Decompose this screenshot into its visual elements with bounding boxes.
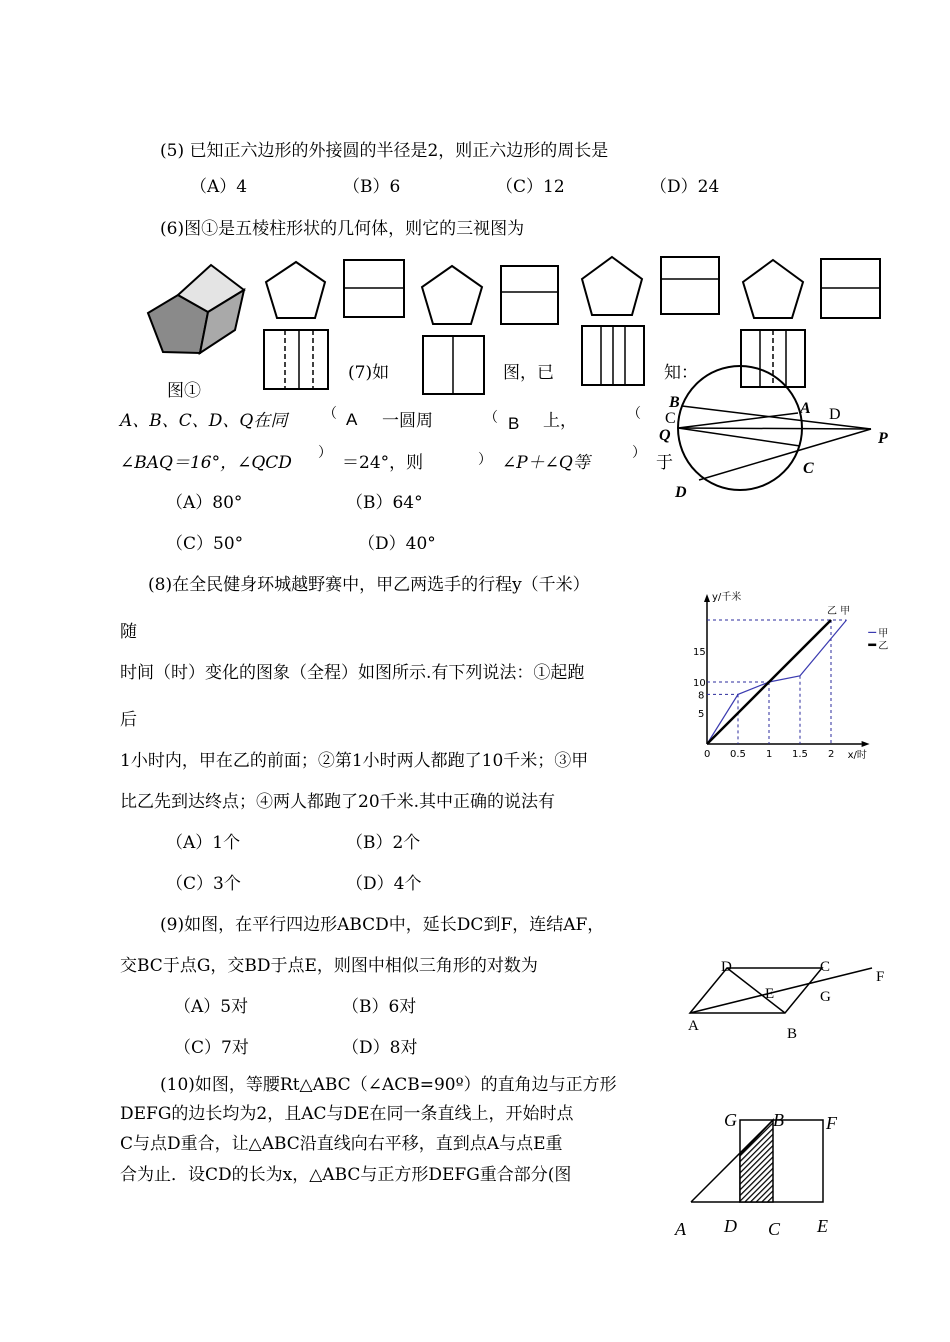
q9-label-a: A [688, 1018, 699, 1034]
y-tick-label: 10 [693, 678, 706, 689]
q5-option-d[interactable]: （D）24 [650, 177, 720, 197]
q9-label-e: E [765, 986, 775, 1002]
q7-label-d-right: D [829, 406, 841, 423]
q9-option-b[interactable]: （B）6对 [342, 997, 417, 1017]
q6-stem: (6)图①是五棱柱形状的几何体，则它的三视图为 [160, 219, 525, 239]
y-tick-label: 5 [698, 709, 705, 720]
q9-label-d: D [721, 959, 732, 975]
legend-label-yi: 乙 [878, 640, 889, 652]
q8-option-a[interactable]: （A）1个 [166, 833, 241, 853]
x-tick-label: 1 [766, 749, 773, 760]
q7-line1-b: 图，已 [503, 363, 554, 383]
q8-option-d[interactable]: （D）4个 [346, 874, 422, 894]
y-tick-label: 8 [698, 690, 705, 702]
q7-label-p: P [878, 430, 888, 447]
q7-line3-a: ∠BAQ＝16°，∠QCD [120, 453, 292, 473]
q7-label-q: Q [659, 427, 671, 444]
x-tick-label: 1.5 [792, 749, 808, 760]
q8-line-3: 时间（时）变化的图象（全程）如图所示.有下列说法：①起跑 [120, 663, 585, 683]
q7-label-a: A [800, 400, 811, 417]
q9-label-g: G [820, 989, 831, 1005]
q10-label-f: F [826, 1113, 837, 1133]
q7-line3-e: ∠P＋∠Q等 [502, 453, 590, 473]
q9-option-d[interactable]: （D）8对 [342, 1038, 418, 1058]
q7-label-d: D [675, 484, 687, 501]
q10-line-2: DEFG的边长均为2，且AC与DE在同一条直线上，开始时点 [120, 1104, 574, 1124]
q10-label-e: E [817, 1216, 828, 1236]
q9-option-a[interactable]: （A）5对 [174, 997, 249, 1017]
q7-line2-b: （ [323, 406, 337, 422]
q8-line-1: (8)在全民健身环城越野赛中，甲乙两选手的行程y（千米） [148, 575, 590, 595]
y-axis-arrow [704, 594, 710, 602]
y-tick-label: 15 [693, 647, 706, 658]
q7-option-a[interactable]: （A）80° [166, 493, 243, 513]
x-tick-label: 2 [828, 749, 835, 760]
q10-line-4: 合为止．设CD的长为x，△ABC与正方形DEFG重合部分(图 [120, 1165, 572, 1185]
q9-line-2: 交BC于点G，交BD于点E，则图中相似三角形的对数为 [120, 956, 538, 976]
q9-label-c: C [820, 959, 831, 975]
q7-label-c: C [803, 460, 814, 477]
q8-line-2: 随 [120, 622, 137, 642]
q7-line2-e: （ [484, 410, 498, 426]
q6-figure-label: 图① [167, 381, 201, 401]
q5-option-b[interactable]: （B）6 [343, 177, 401, 197]
q7-option-b[interactable]: （B）64° [346, 493, 423, 513]
y-axis-label: y/千米 [712, 592, 742, 603]
q8-option-c[interactable]: （C）3个 [166, 874, 241, 894]
q7-line2-c: A [346, 410, 358, 429]
q10-line-1: (10)如图，等腰Rt△ABC（∠ACB=90º）的直角边与正方形 [160, 1075, 617, 1095]
q7-line3-f: ） [632, 445, 646, 461]
q8-line-5: 1小时内，甲在乙的前面；②第1小时两人都跑了10千米；③甲 [120, 751, 589, 771]
q10-label-d: D [724, 1216, 737, 1236]
q5-stem: (5) 已知正六边形的外接圆的半径是2，则正六边形的周长是 [160, 141, 609, 161]
q5-option-a[interactable]: （A）4 [190, 177, 248, 197]
q9-label-f: F [876, 969, 885, 985]
q7-label-c-left: C [665, 410, 676, 427]
q7-line3-g: 于 [656, 453, 673, 473]
x-tick-label: 0 [704, 749, 711, 760]
x-axis-label: x/时 [847, 750, 867, 761]
q7-line3-d: ） [478, 452, 492, 468]
q8-line-6: 比乙先到达终点；④两人都跑了20千米.其中正确的说法有 [120, 792, 556, 812]
q8-option-b[interactable]: （B）2个 [346, 833, 421, 853]
x-tick-label: 0.5 [730, 749, 746, 760]
q7-option-c[interactable]: （C）50° [166, 534, 244, 554]
q10-label-a: A [675, 1219, 686, 1239]
q7-line1-c: 知： [664, 363, 698, 383]
q10-label-b: B [773, 1110, 784, 1130]
q9-label-b: B [787, 1026, 798, 1042]
q7-line3-c: ＝24°，则 [342, 453, 424, 473]
q7-line2-a: A、B、C、D、Q在同 [120, 411, 288, 431]
q7-line2-f: B [508, 414, 520, 433]
q7-line1-a: (7)如 [348, 363, 390, 383]
q5-option-c[interactable]: （C）12 [496, 177, 565, 197]
q8-line-4: 后 [120, 710, 137, 730]
q7-option-d[interactable]: （D）40° [358, 534, 436, 554]
q10-label-c: C [768, 1219, 781, 1239]
q7-label-b: B [669, 394, 680, 411]
q7-line2-h: （ [627, 406, 641, 422]
q7-line3-b: ） [318, 445, 332, 461]
q9-option-c[interactable]: （C）7对 [174, 1038, 249, 1058]
q10-line-3: C与点D重合，让△ABC沿直线向右平移，直到点A与点E重 [120, 1134, 563, 1154]
x-axis-arrow [862, 741, 870, 747]
series-end-labels: 乙 甲 [827, 606, 851, 617]
q9-line-1: (9)如图，在平行四边形ABCD中，延长DC到F，连结AF， [160, 915, 605, 935]
legend-label-jia: 甲 [878, 628, 889, 640]
q7-line2-g: 上， [543, 411, 577, 431]
q7-line2-d: 一圆周 [382, 411, 433, 431]
q10-label-g: G [724, 1110, 737, 1130]
